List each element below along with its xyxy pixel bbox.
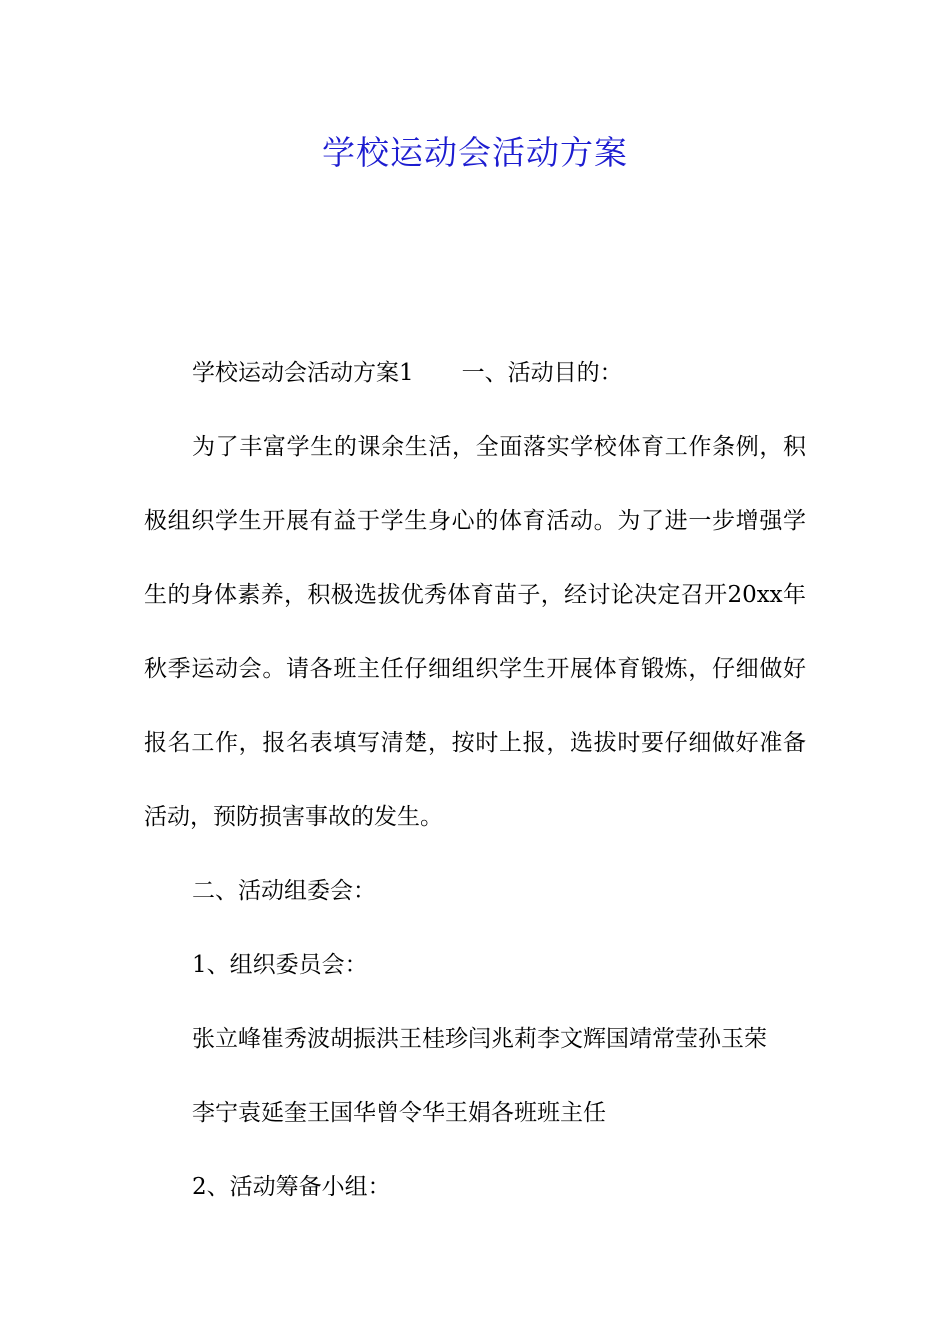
first-line: [144, 336, 806, 410]
paragraph-purpose: 为了丰富学生的课余生活，全面落实学校体育工作条例，积极组织学生开展有益于学生身心的体育活动。为了进一步增强学生的身体素养，积极选拔优秀体育苗子，经讨论决定召开20xx年秋季运动会。请各班主任仔细组织学生开展体育锻炼，仔细做好报名工作，报名表填写清楚，按时上报，选拔时要仔细做好准备活动，预防损害事故的发生。: [144, 434, 806, 830]
document-body: [144, 336, 806, 1224]
document-title: 学校运动会活动方案: [322, 133, 628, 172]
committee-members-line-2: 李宁袁延奎王国华曾令华王娟各班班主任: [192, 1100, 606, 1126]
plan-heading: 学校运动会活动方案1: [192, 360, 414, 386]
committee-members-line-1: 张立峰崔秀波胡振洪王桂珍闫兆莉李文辉国靖常莹孙玉荣: [192, 1026, 767, 1052]
subsection-preparation-group: 2、活动筹备小组：: [192, 1174, 391, 1200]
section-heading-committee: 二、活动组委会：: [192, 878, 376, 904]
subsection-organizing-committee: 1、组织委员会：: [192, 952, 368, 978]
section-heading-purpose: 一、活动目的：: [461, 360, 623, 386]
